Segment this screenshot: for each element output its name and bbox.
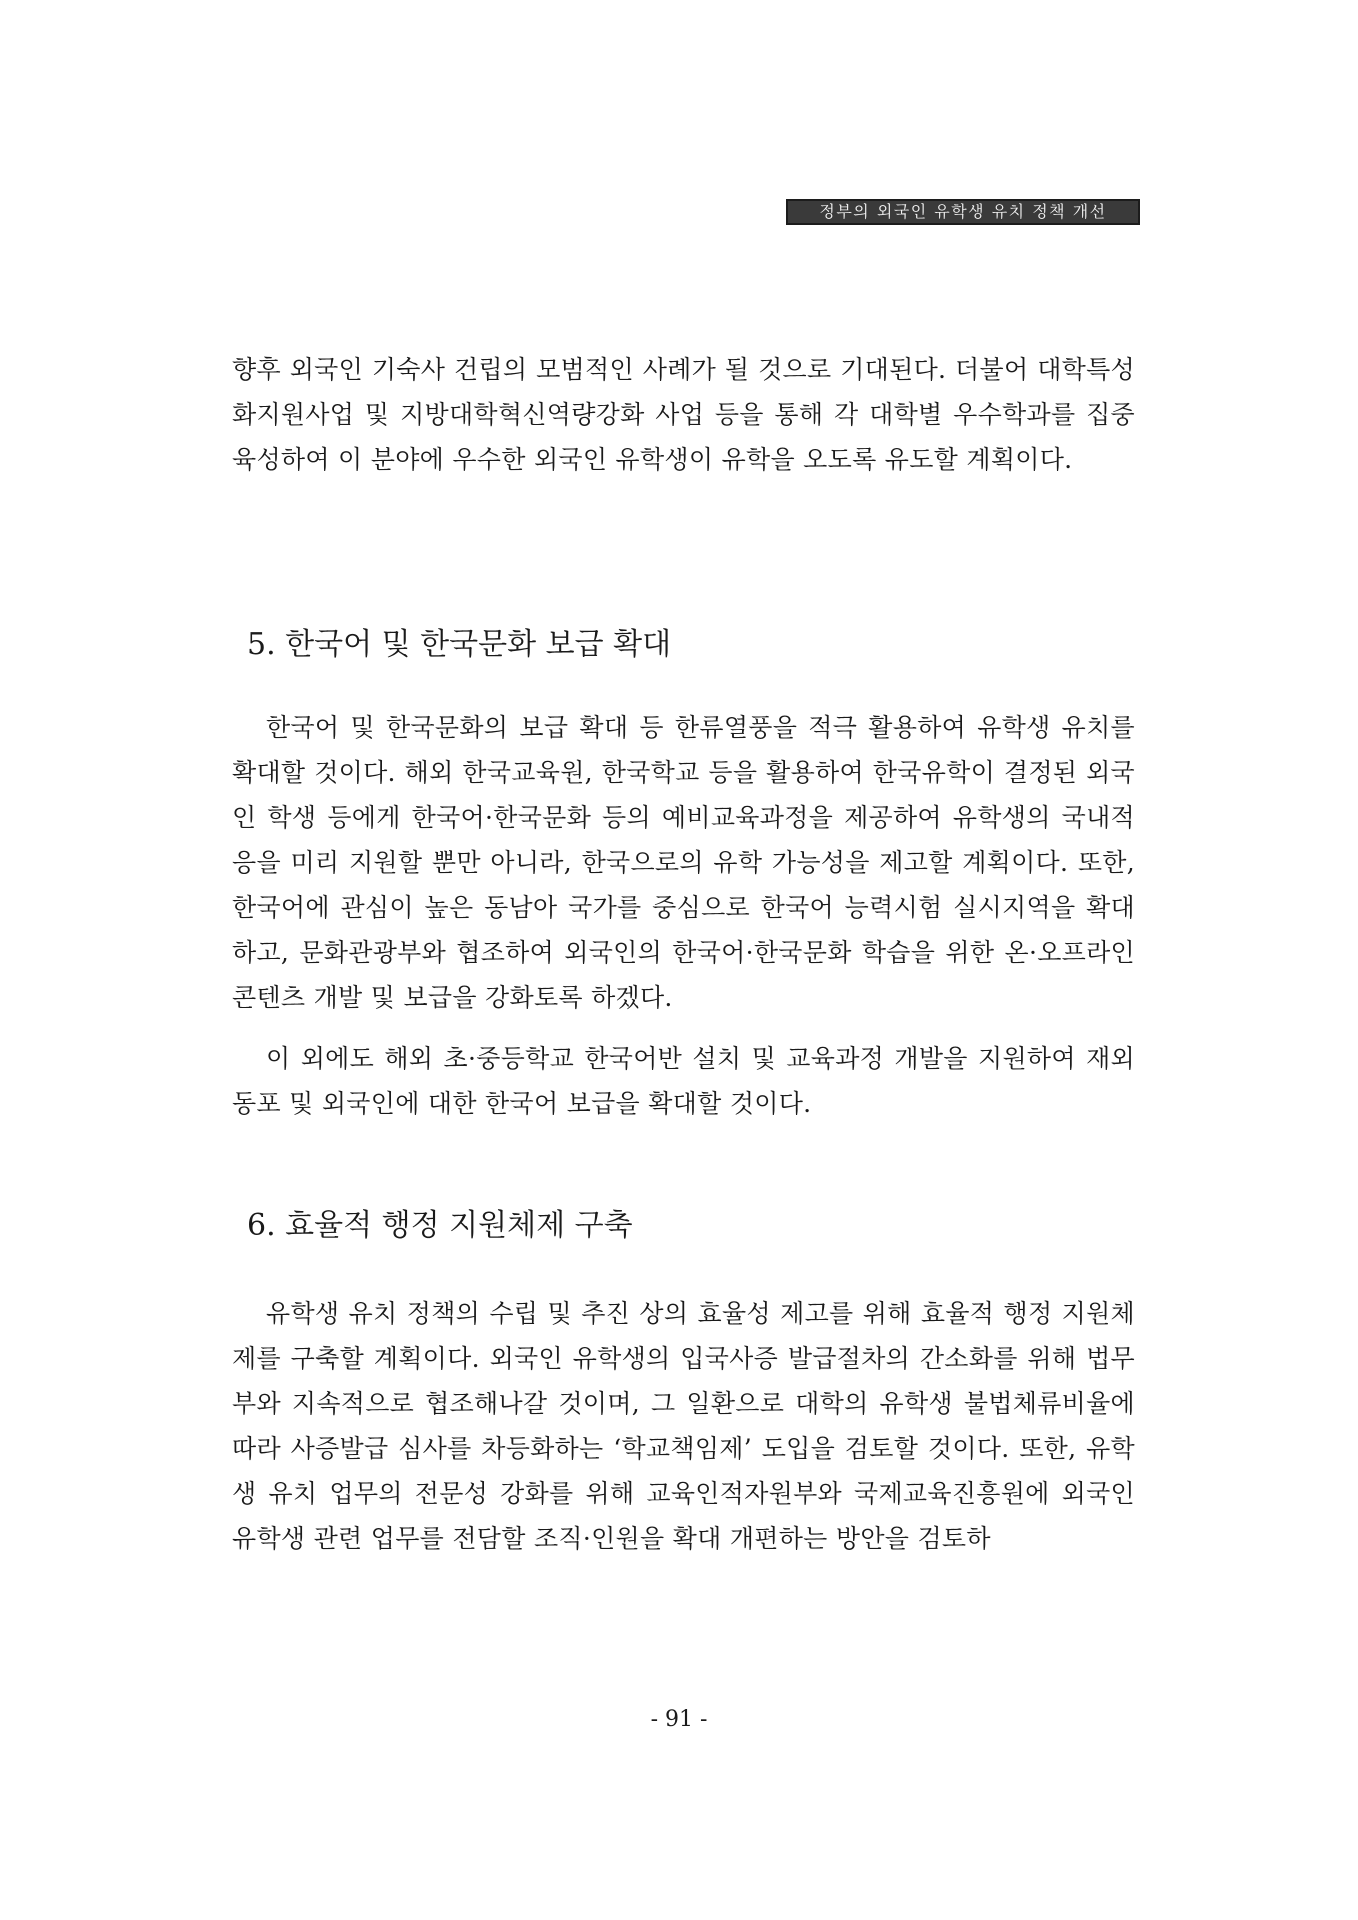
section-heading-5: 5. 한국어 및 한국문화 보급 확대 [247, 627, 672, 662]
page-number: - 91 - [650, 1707, 708, 1732]
running-header: 정부의 외국인 유학생 유치 정책 개선 [786, 199, 1140, 225]
section-5-paragraph-2: 이 외에도 해외 초·중등학교 한국어반 설치 및 교육과정 개발을 지원하여 재외동포 및 외국인에 대한 한국어 보급을 확대할 것이다. [232, 1044, 1135, 1118]
section-5-paragraph-1: 한국어 및 한국문화의 보급 확대 등 한류열풍을 적극 활용하여 유학생 유치를 확대할 것이다. 해외 한국교육원, 한국학교 등을 활용하여 한국유학이 결정된 외국인 학생 등에게 한국어·한국문화 등의 예비교육과정을 제공하여 유학생의 국내적응을 미리 지원할 뿐만 아니라, 한국으로의 유학 가능성을 제고할 계획이다. 또한, 한국어에 관심이 높은 동남아 국가를 중심으로 한국어 능력시험 실시지역을 확대하고, 문화관광부와 협조하여 외국인의 한국어·한국문화 학습을 위한 온·오프라인 콘텐츠 개발 및 보급을 강화토록 하겠다. [232, 713, 1135, 1012]
section-heading-6: 6. 효율적 행정 지원체제 구축 [247, 1208, 633, 1243]
section-6-paragraph-1: 유학생 유치 정책의 수립 및 추진 상의 효율성 제고를 위해 효율적 행정 지원체제를 구축할 계획이다. 외국인 유학생의 입국사증 발급절차의 간소화를 위해 법무부와 지속적으로 협조해나갈 것이며, 그 일환으로 대학의 유학생 불법체류비율에 따라 사증발급 심사를 차등화하는 ‘학교책임제’ 도입을 검토할 것이다. 또한, 유학생 유치 업무의 전문성 강화를 위해 교육인적자원부와 국제교육진흥원에 외국인 유학생 관련 업무를 전담할 조직·인원을 확대 개편하는 방안을 검토하 [232, 1299, 1135, 1553]
intro-paragraph: 향후 외국인 기숙사 건립의 모범적인 사례가 될 것으로 기대된다. 더불어 대학특성화지원사업 및 지방대학혁신역량강화 사업 등을 통해 각 대학별 우수학과를 집중 육성하여 이 분야에 우수한 외국인 유학생이 유학을 오도록 유도할 계획이다. [232, 355, 1135, 474]
